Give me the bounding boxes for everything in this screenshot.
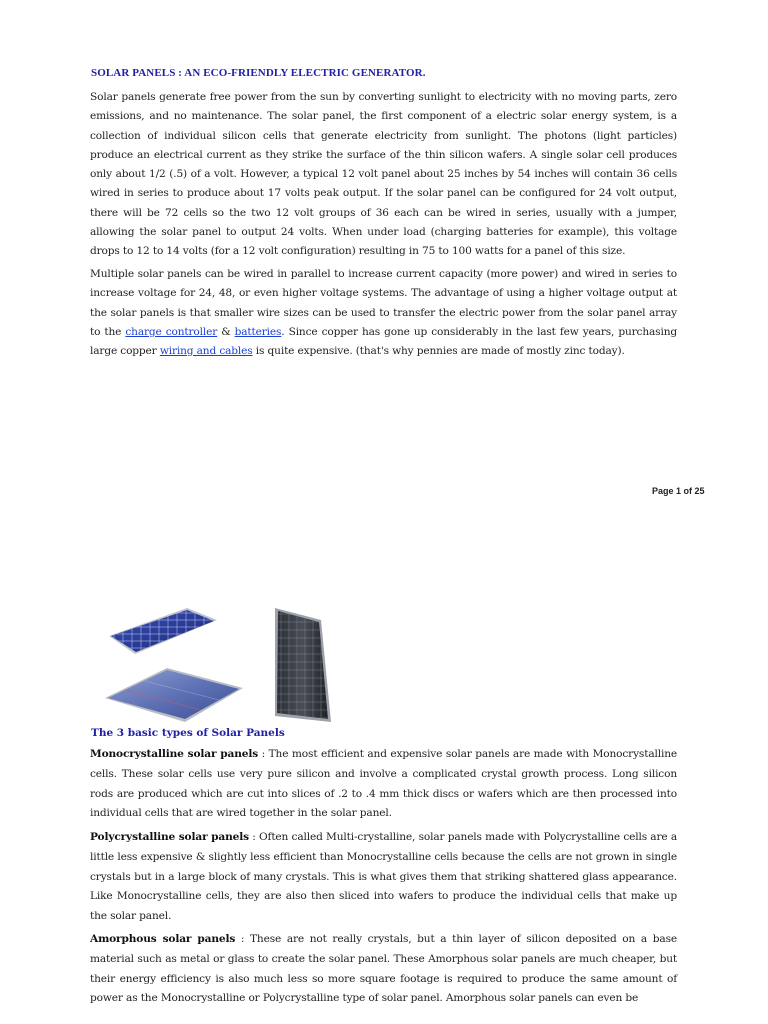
amorphous-panel-icon [275, 608, 331, 722]
wiring-paragraph [90, 265, 677, 361]
page-number: Page 1 of 25 [652, 486, 705, 496]
intro-paragraph: Solar panels generate free power from the sun by converting sunlight to electricity with no moving parts, zero emissions, and no maintenance. The solar panel, the first component of a electric solar energy system, is a collection of individual silicon cells that generate electricity from sunlight. The photons (light particles) produce an electrical current as they strike the surface of the thin silicon wafers. A single solar cell produces only about 1/2 (.5) of a volt. However, a typical 12 volt panel about 25 inches by 54 inches will contain 36 cells wired in series to produce about 17 volts peak output. If the solar panel can be configured for 24 volt output, there will be 72 cells so the two 12 volt groups of 36 each can be wired in series, usually with a jumper, allowing the solar panel to output 24 volts. When under load (charging batteries for example), this voltage drops to 12 to 14 volts (for a 12 volt configuration) resulting in 75 to 100 watts for a panel of this size. [90, 91, 677, 258]
batteries-link[interactable]: batteries [234, 325, 282, 338]
amorphous-section [90, 930, 677, 1009]
polycrystalline-term: Polycrystalline solar panels [90, 831, 249, 843]
polycrystalline-panel-icon [105, 668, 243, 722]
monocrystalline-description: : The most efficient and expensive solar panels are made with Monocrystalline cells. These solar cells use very pure silicon and involve a complicated crystal growth process. Long silicon rods are produced which are cut into slices of .2 to .4 mm thick discs or wafers which are then processed into individual cells that are wired together in the solar panel. [90, 748, 677, 820]
section-title: The 3 basic types of Solar Panels [91, 727, 285, 739]
wiring-cables-link[interactable]: wiring and cables [159, 345, 253, 358]
wiring-text-1: Multiple solar panels can be wired in parallel to increase current capacity (more power) and wired in series to increase voltage for 24, 48, or even higher voltage systems. The advantage of using a higher voltage output at the solar panels is that smaller wire sizes can be used to transfer the electric power from the solar panel array to the [90, 268, 677, 338]
monocrystalline-section [90, 745, 677, 824]
polycrystalline-section [90, 828, 677, 927]
solar-panels-image [105, 606, 341, 724]
monocrystalline-term: Monocrystalline solar panels [90, 748, 259, 760]
charge-controller-link[interactable]: charge controller [125, 325, 218, 338]
page-title: SOLAR PANELS : AN ECO-FRIENDLY ELECTRIC GENERATOR. [91, 67, 426, 79]
wiring-text-2: & [217, 325, 235, 338]
monocrystalline-panel-icon [109, 608, 217, 654]
wiring-text-3: . Since copper has gone up considerably in the last few years, purchasing large copper [90, 325, 677, 358]
polycrystalline-description: : Often called Multi-crystalline, solar panels made with Polycrystalline cells are a little less expensive & slightly less efficient than Monocrystalline cells because the cells are not grown in single crystals but in a large block of many crystals. This is what gives them that striking shattered glass appearance. Like Monocrystalline cells, they are also then sliced into wafers to produce the individual cells that make up the solar panel. [90, 831, 677, 923]
amorphous-description: : These are not really crystals, but a thin layer of silicon deposited on a base material such as metal or glass to create the solar panel. These Amorphous solar panels are much cheaper, but their energy efficiency is also much less so more square footage is required to produce the same amount of power as the Monocrystalline or Polycrystalline type of solar panel. Amorphous solar panels can even be [90, 933, 677, 1005]
amorphous-term: Amorphous solar panels [90, 933, 236, 945]
wiring-text-4: is quite expensive. (that's why pennies are made of mostly zinc today). [252, 345, 625, 358]
